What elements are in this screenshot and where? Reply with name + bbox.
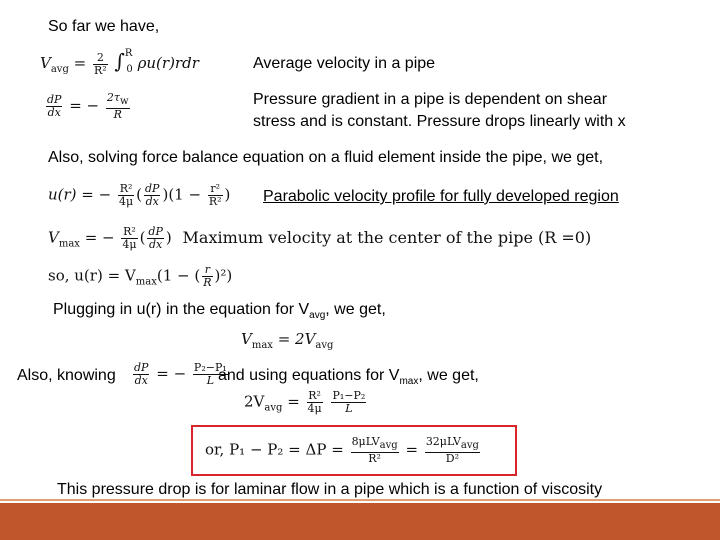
force-balance-text: Also, solving force balance equation on a fluid element inside the pipe, we get, [48,149,604,166]
vmax-note: Maximum velocity at the center of the pipe (R =0) [182,227,592,247]
equation-so-ur: so, $u(r) = V_{max}(1$ − ( $\frac{r}{R}$ )²) [48,263,233,289]
desc-parabolic-profile: Parabolic velocity profile for fully developed region [263,188,619,205]
equation-vavg: $V_{avg}$ = $\frac{2}{\text{R²}}$ ∫$^R_0$ ρu(r)rdr [40,48,199,77]
plugging-text: Plugging in u(r) in the equation for $V_{avg}$, we get, [53,301,386,322]
footer-accent-line [0,499,720,501]
desc-pressure-line1: Pressure gradient in a pipe is dependent on shear [253,91,608,108]
equation-2vavg: $2V_{avg}$ = $\frac{\text{R²}}{4\mu}$ $\frac{\text{P₁−P₂}}{L}$ [244,389,366,415]
knowing-text-a: Also, knowing [17,367,116,384]
equation-vmax: $V_{max}$ = − $\frac{\text{R²}}{4\mu}$ ( $\frac{dP}{dx}$ ) Maximum velocity at the center of the pipe (R =0) [48,225,592,251]
equation-final-pressure-drop: or, P₁ − P₂ = ΔP = $\frac{8\mu LV_{avg}}{\text{R²}}$ = $\frac{32\mu LV_{avg}}{\text{D²}}$ [205,435,479,466]
equation-vmax-2vavg: $V_{max} = 2V_{avg}$ [241,330,334,351]
knowing-text-b: and using equations for $V_{max}$, we get, [218,367,479,388]
desc-pressure-line2: stress and is constant. Pressure drops linearly with x [253,113,626,130]
equation-knowing-dpdx: $\frac{dP}{dx}$ = − $\frac{\text{P₂−P₁}}{L}$ [134,361,227,387]
desc-average-velocity: Average velocity in a pipe [253,55,436,72]
equation-velocity-profile: u(r) = − $\frac{\text{R²}}{4\mu}$ ( $\frac{dP}{dx}$ )(1 − $\frac{\text{r²}}{\text{R²}}$ ) [48,182,231,208]
conclusion-text: This pressure drop is for laminar flow in a pipe which is a function of viscosity [57,481,603,498]
intro-text: So far we have, [48,18,160,35]
footer-bar [0,503,720,540]
equation-dpdx: $\frac{dP}{dx}$ = − $\frac{2\tau_w}{R}$ [47,91,129,122]
